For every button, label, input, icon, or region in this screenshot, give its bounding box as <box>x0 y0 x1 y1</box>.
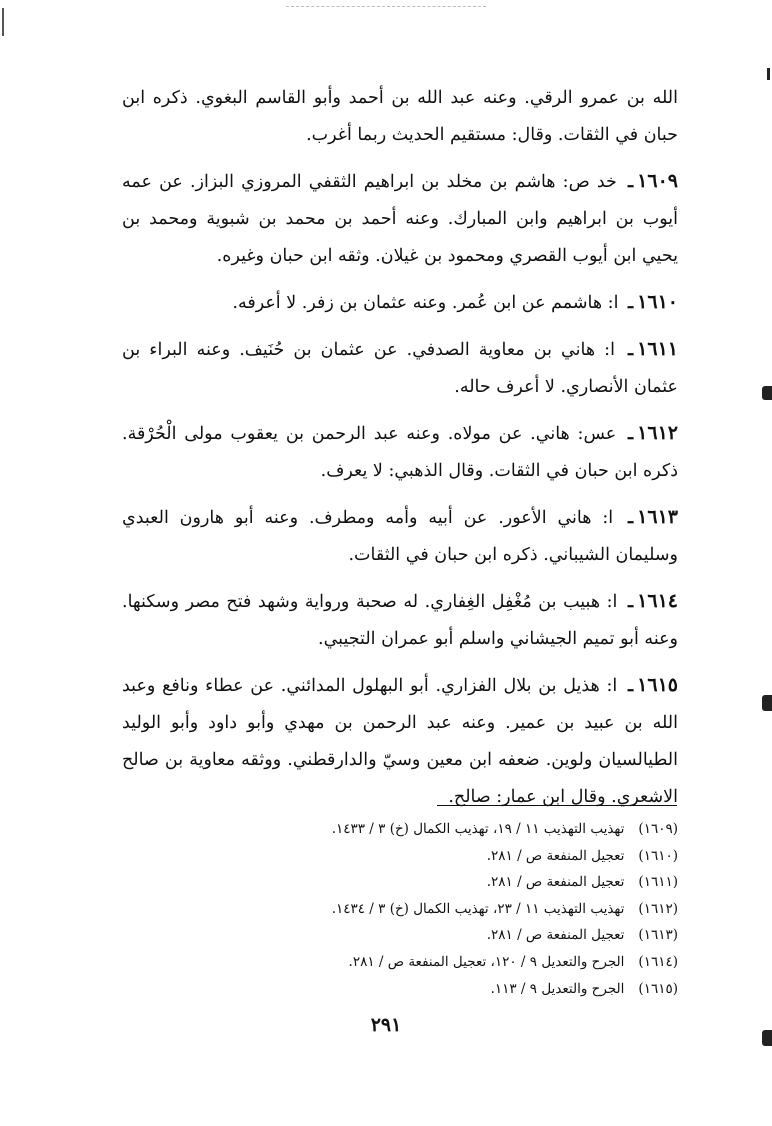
footnote-text: تهذيب التهذيب ١١ / ٢٣، تهذيب الكمال (خ) ٣ / ١٤٣٤. <box>331 900 625 917</box>
footnote-rule <box>437 805 677 806</box>
footnote-number: (١٦١٠) <box>638 847 678 864</box>
entry-code: ا <box>612 592 618 612</box>
footnote-item <box>200 816 678 843</box>
entry-1614: ١٦١٤ـ ا: هبيب بن مُغْفِل الغِفاري. له صحبة ورواية وشهد فتح مصر وسكنها. وعنه أبو تميم الجيشاني واسلم أبو عمران التجيبي. <box>122 590 678 649</box>
entry-1610: ١٦١٠ـ ا: هاشمم عن ابن عُمر. وعنه عثمان بن زفر. لا أعرفه. <box>232 291 678 313</box>
entry-number: ١٦١١ <box>637 338 678 360</box>
entry-text: هذيل بن بلال الفزاري. أبو البهلول المدائني. عن عطاء ونافع وعبد الله بن عبيد بن عمير. وعنه عبد الرحمن بن مهدي وأبو داود وأبو الوليد الطيالسيان ولوين. ضعفه ابن معين وسيّ والدارقطني. ووثقه معاوية بن صالح الاشعري. وقال ابن عمار: صالح. <box>122 676 678 807</box>
entry-1609: ١٦٠٩ـ خد ص: هاشم بن مخلد بن ابراهيم الثقفي المروزي البزاز. عن عمه أيوب بن ابراهيم وابن المبارك. وعنه أحمد بن محمد بن شبوية ومحمد بن يحيي ابن أيوب القصري ومحمود بن غيلان. وثقه ابن حبان وغيره. <box>122 170 678 266</box>
entry-text: هاني الأعور. عن أبيه وأمه ومطرف. وعنه أبو هارون العبدي وسليمان الشيباني. ذكره ابن حبان في الثقات. <box>122 508 678 565</box>
scan-mark <box>762 386 772 400</box>
footnote-number: (١٦١١) <box>638 874 678 891</box>
footnotes <box>200 816 678 1002</box>
footnote-text: الجرح والتعديل ٩ / ١١٣. <box>490 980 625 997</box>
entry-code: ا <box>610 340 615 360</box>
entry-text: هاني بن معاوية الصدفي. عن عثمان بن حُنَيف. وعنه البراء بن عثمان الأنصاري. لا أعرف حاله. <box>122 340 678 397</box>
entry-number: ١٦١٥ <box>637 674 678 696</box>
entry-text: هبيب بن مُغْفِل الغِفاري. له صحبة ورواية وشهد فتح مصر وسكنها. وعنه أبو تميم الجيشاني واسلم أبو عمران التجيبي. <box>122 592 678 649</box>
footnote-text: تعجيل المنفعة ص / ٢٨١. <box>486 847 625 864</box>
entry-1613: ١٦١٣ـ ا: هاني الأعور. عن أبيه وأمه ومطرف. وعنه أبو هارون العبدي وسليمان الشيباني. ذكره ابن حبان في الثقات. <box>122 506 678 565</box>
entry-code: ا <box>608 508 614 528</box>
entry-number: ١٦١٠ <box>637 291 678 313</box>
footnote-number: (١٦١٤) <box>638 953 678 970</box>
entry-number: ١٦٠٩ <box>637 170 678 192</box>
footnote-number: (١٦١٣) <box>638 927 678 944</box>
entry-text: هاشمم عن ابن عُمر. وعنه عثمان بن زفر. لا أعرفه. <box>232 293 603 313</box>
entry-1611: ١٦١١ـ ا: هاني بن معاوية الصدفي. عن عثمان بن حُنَيف. وعنه البراء بن عثمان الأنصاري. لا أعرف حاله. <box>122 338 678 397</box>
entry-number: ١٦١٤ <box>637 590 678 612</box>
footnote-text: تعجيل المنفعة ص / ٢٨١. <box>486 874 625 891</box>
footnote-number: (١٦١٢) <box>638 900 678 917</box>
top-scan-rule <box>286 6 486 7</box>
footnote-item <box>200 922 678 949</box>
entry-text: هاني. عن مولاه. وعنه عبد الرحمن بن يعقوب مولى الْحُرْقة. ذكره ابن حبان في الثقات. وقال الذهبي: لا يعرف. <box>122 424 678 481</box>
footnote-number: (١٦١٥) <box>638 980 678 997</box>
footnote-item <box>200 843 678 870</box>
entry-text: الله بن عمرو الرقي. وعنه عبد الله بن أحمد وأبو القاسم البغوي. ذكره ابن حبان في الثقات. وقال: مستقيم الحديث ربما أغرب. <box>122 88 678 145</box>
entry-1612: ١٦١٢ـ عس: هاني. عن مولاه. وعنه عبد الرحمن بن يعقوب مولى الْحُرْقة. ذكره ابن حبان في الثقات. وقال الذهبي: لا يعرف. <box>122 422 678 481</box>
entry-1615: ١٦١٥ـ ا: هذيل بن بلال الفزاري. أبو البهلول المدائني. عن عطاء ونافع وعبد الله بن عبيد بن عمير. وعنه عبد الرحمن بن مهدي وأبو داود وأبو الوليد الطيالسيان ولوين. ضعفه ابن معين وسيّ والدارقطني. ووثقه معاوية بن صالح الاشعري. وقال ابن عمار: صالح. <box>122 674 678 807</box>
footnote-item <box>200 949 678 976</box>
entry-continuation <box>122 80 678 154</box>
footnote-number: (١٦٠٩) <box>638 821 678 837</box>
footnote-text: تعجيل المنفعة ص / ٢٨١. <box>486 927 625 944</box>
entry-code: ا <box>612 676 618 696</box>
entry-code: خد ص <box>568 172 617 192</box>
scan-mark <box>762 695 772 711</box>
page-edge-mark <box>2 8 4 36</box>
page-number: ٢٩١ <box>370 1014 402 1036</box>
entry-number: ١٦١٣ <box>637 506 678 528</box>
main-text <box>122 80 678 825</box>
entry-number: ١٦١٢ <box>637 422 678 444</box>
entry-code: ا <box>613 293 619 313</box>
entry-text: هاشم بن مخلد بن ابراهيم الثقفي المروزي البزاز. عن عمه أيوب بن ابراهيم وابن المبارك. وعنه أحمد بن محمد بن شبوية ومحمد بن يحيي ابن أيوب القصري ومحمود بن غيلان. وثقه ابن حبان وغيره. <box>122 172 678 266</box>
footnote-item <box>200 896 678 923</box>
footnote-item <box>200 976 678 1003</box>
entry-code: عس <box>583 424 617 444</box>
footnote-text: الجرح والتعديل ٩ / ١٢٠، تعجيل المنفعة ص / ٢٨١. <box>348 953 625 970</box>
footnote-text: تهذيب التهذيب ١١ / ١٩، تهذيب الكمال (خ) ٣ / ١٤٣٣. <box>331 821 625 837</box>
scan-mark <box>767 68 770 80</box>
footnote-item <box>200 869 678 896</box>
